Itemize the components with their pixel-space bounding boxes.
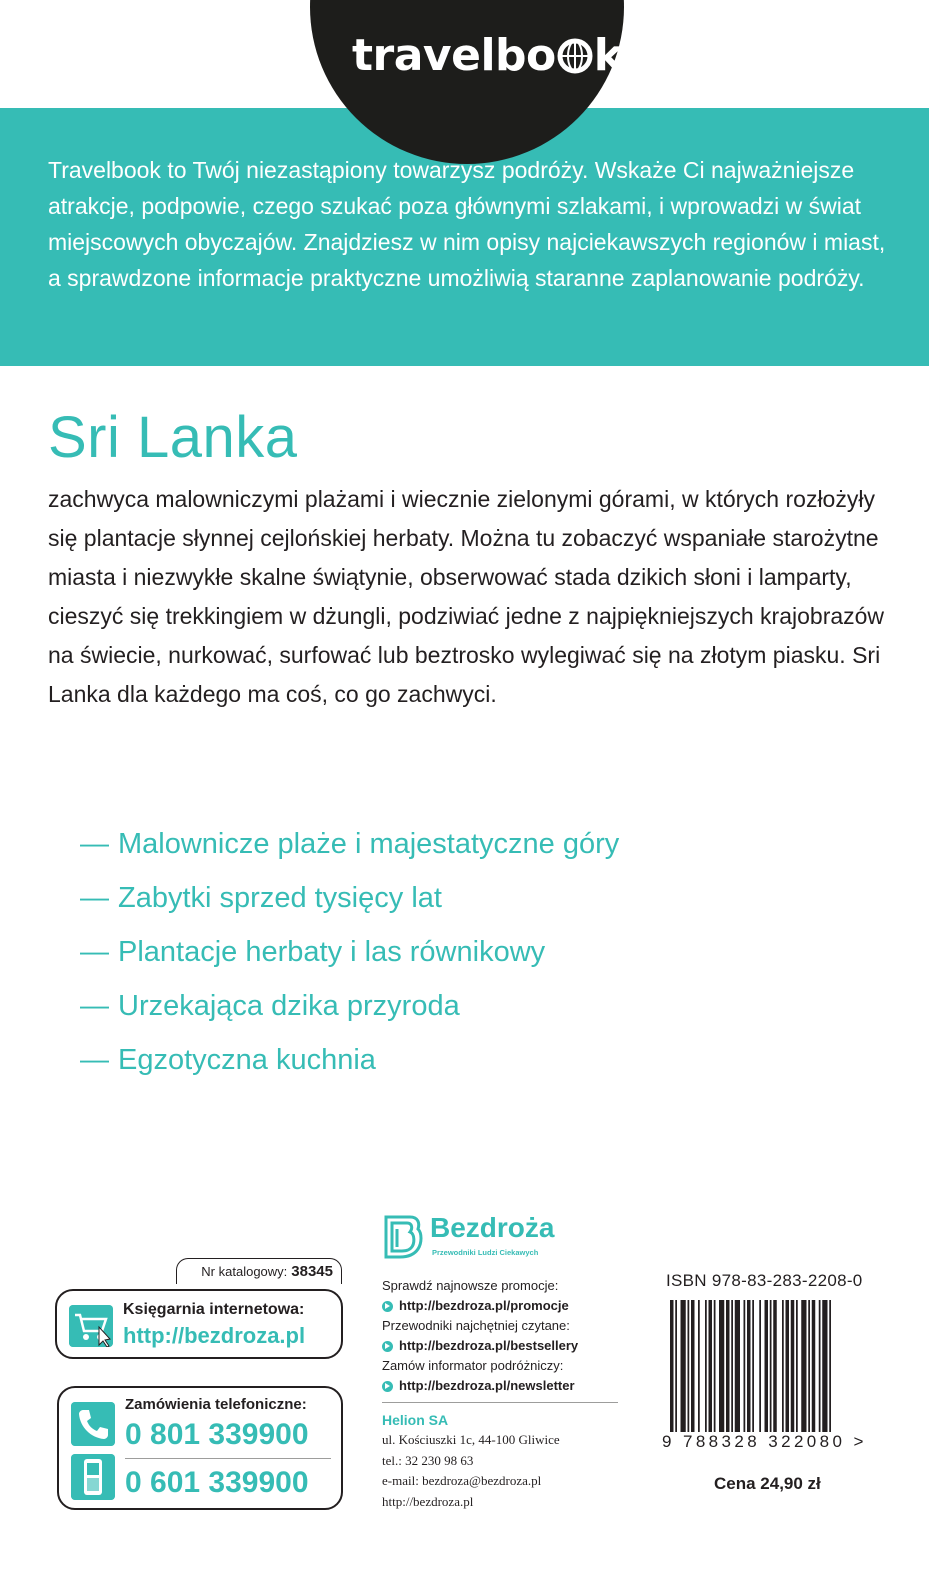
phone-icon (71, 1402, 115, 1446)
promo-link-bestsellery[interactable] (382, 1336, 632, 1356)
dash-marker: — (80, 935, 109, 968)
logo-text-before: travelbo (352, 30, 556, 81)
bezdroza-logo-icon (380, 1213, 424, 1261)
dash-marker: — (80, 1043, 109, 1076)
promo-link-text: http://bezdroza.pl/promocje (399, 1298, 569, 1313)
dash-marker: — (80, 881, 109, 914)
promo-link-text: http://bezdroza.pl/bestsellery (399, 1338, 579, 1353)
description-text: zachwyca malowniczymi plażami i wiecznie zielonymi górami, w których rozłożyły się plantacje słynnej cejlońskiej herbaty. Można tu zobaczyć wspaniałe starożytne miasta i niezwykłe skalne świątynie, obserwować stada dzikich słoni i lamparty, cieszyć się trekkingiem w dżungli, podziwiać jedne z najpiękniejszych krajobrazów na świecie, nurkować, surfować lub beztrosko wylegiwać się na złotym piasku. Sri Lanka dla każdego ma coś, co go zachwyci. (48, 486, 885, 707)
travelbook-logo (352, 30, 623, 81)
divider (382, 1402, 618, 1403)
mobile-icon (71, 1454, 115, 1500)
publisher-brand-tagline: Przewodniki Ludzi Ciekawych (432, 1248, 539, 1257)
promo-link-newsletter[interactable] (382, 1376, 632, 1396)
phone-orders-box (57, 1386, 343, 1510)
page-title: Sri Lanka (48, 405, 298, 470)
intro-text: Travelbook to Twój niezastąpiony towarzysz podróży. Wskaże Ci najważniejsze atrakcje, podpowie, czego szukać poza głównymi szlakami, i wprowadzi w świat miejscowych obyczajów. Znajdziesz w nim opisy najciekawszych regionów i miast, a sprawdzone informacje praktyczne umożliwią staranne zaplanowanie podróży. (48, 157, 886, 291)
cart-icon (69, 1305, 113, 1347)
dash-marker: — (80, 989, 109, 1022)
feature-item (80, 925, 619, 979)
feature-label: Egzotyczna kuchnia (118, 1043, 376, 1076)
feature-label: Zabytki sprzed tysięcy lat (118, 881, 442, 914)
catalog-number-tab (176, 1258, 342, 1284)
promo-label: Sprawdź najnowsze promocje: (382, 1278, 559, 1293)
price-text: Cena 24,90 zł (714, 1474, 821, 1493)
promo-label: Przewodniki najchętniej czytane: (382, 1318, 570, 1333)
feature-item (80, 979, 619, 1033)
barcode-image (670, 1300, 880, 1432)
promo-link-text: http://bezdroza.pl/newsletter (399, 1378, 575, 1393)
divider (125, 1458, 331, 1459)
publisher-address: ul. Kościuszki 1c, 44-100 Gliwice (382, 1432, 560, 1447)
feature-label: Urzekająca dzika przyroda (118, 989, 460, 1022)
feature-item (80, 871, 619, 925)
dash-marker: — (80, 827, 109, 860)
barcode-digits: 9 788328 322080 > (662, 1432, 867, 1451)
publisher-contact (382, 1410, 560, 1512)
phone-orders-label: Zamówienia telefoniczne: (125, 1396, 307, 1413)
catalog-label: Nr katalogowy: (201, 1264, 288, 1279)
feature-item (80, 817, 619, 871)
arrow-right-icon (382, 1341, 393, 1352)
publisher-name: Helion SA (382, 1412, 449, 1428)
publisher-tel: tel.: 32 230 98 63 (382, 1452, 474, 1468)
shop-url-link[interactable]: http://bezdroza.pl (123, 1323, 306, 1348)
catalog-number: 38345 (291, 1263, 333, 1280)
feature-label: Plantacje herbaty i las równikowy (118, 935, 546, 968)
publisher-brand-name: Bezdroża (430, 1212, 555, 1243)
arrow-right-icon (382, 1381, 393, 1392)
phone-number-landline[interactable]: 0 801 339900 (125, 1418, 309, 1451)
logo-text-after: k (593, 30, 623, 81)
arrow-right-icon (382, 1301, 393, 1312)
promo-link-promocje[interactable] (382, 1296, 632, 1316)
phone-number-mobile[interactable]: 0 601 339900 (125, 1466, 309, 1499)
promo-links (382, 1276, 632, 1396)
isbn-text: ISBN 978-83-283-2208-0 (666, 1271, 863, 1290)
feature-label: Malownicze plaże i majestatyczne góry (118, 827, 620, 860)
publisher-email: e-mail: bezdroza@bezdroza.pl (382, 1473, 542, 1488)
online-shop-box (55, 1289, 343, 1359)
feature-list (80, 817, 619, 1087)
promo-label: Zamów informator podróżniczy: (382, 1358, 564, 1373)
publisher-web: http://bezdroza.pl (382, 1493, 474, 1509)
globe-icon (557, 38, 593, 74)
shop-label: Księgarnia internetowa: (123, 1301, 305, 1318)
feature-item (80, 1033, 619, 1087)
